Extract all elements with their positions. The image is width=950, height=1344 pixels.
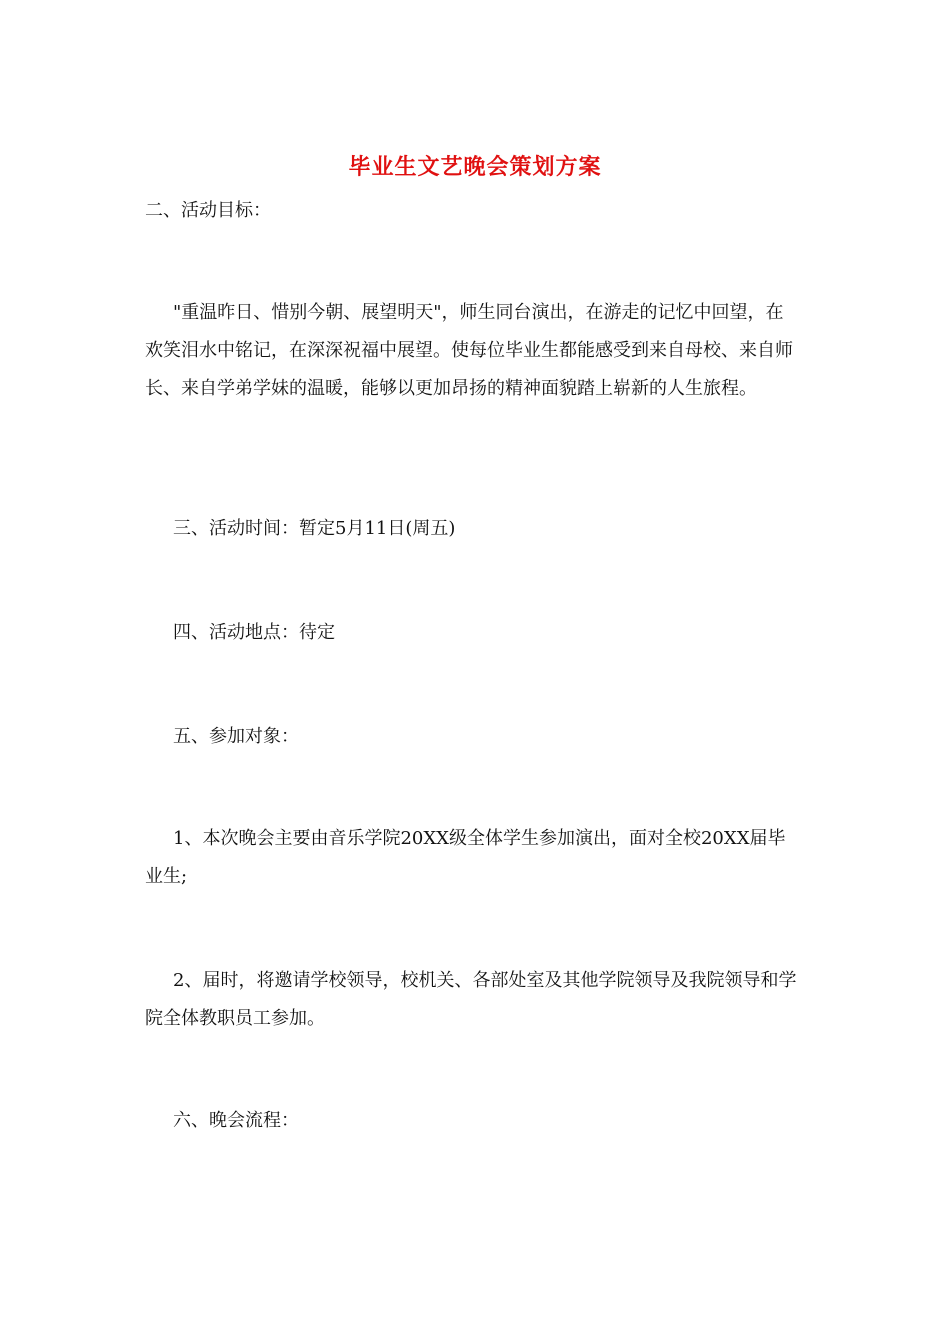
goal-heading: 二、活动目标：	[145, 200, 271, 221]
time-line: 三、活动时间：暂定5月11日(周五)	[173, 518, 456, 539]
document-title: 毕业生文艺晚会策划方案	[348, 154, 602, 180]
process-heading: 六、晚会流程：	[173, 1110, 299, 1131]
participants-item-1: 1、本次晚会主要由音乐学院20XX级全体学生参加演出，面对全校20XX届毕业生;	[145, 828, 786, 887]
participants-heading: 五、参加对象：	[173, 726, 299, 747]
participants-item-2: 2、届时，将邀请学校领导，校机关、各部处室及其他学院领导及我院领导和学院全体教职员工参加。	[145, 970, 797, 1029]
goal-paragraph: "重温昨日、惜别今朝、展望明天"，师生同台演出，在游走的记忆中回望，在欢笑泪水中铭记，在深深祝福中展望。使每位毕业生都能感受到来自母校、来自师长、来自学弟学妹的温暖，能够以更加昂扬的精神面貌踏上崭新的人生旅程。	[145, 302, 793, 399]
place-line: 四、活动地点：待定	[173, 622, 335, 643]
